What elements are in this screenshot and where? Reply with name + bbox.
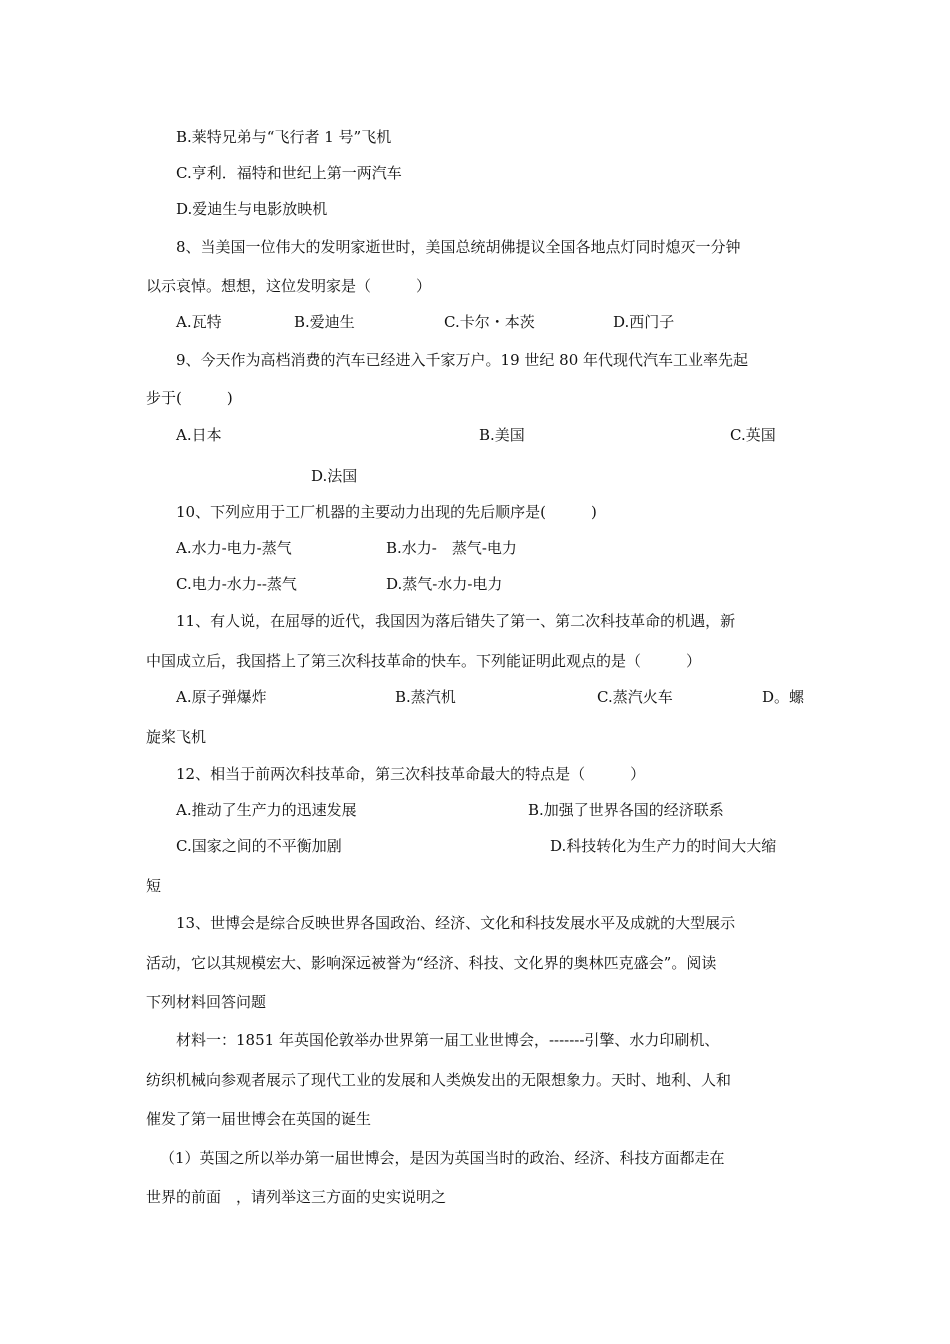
material-paragraph: 催发了第一届世博会在英国的诞生 [146, 1110, 372, 1128]
option-b: B.蒸汽机 [395, 688, 456, 706]
question-13-text: 活动，它以其规模宏大、影响深远被誉为“经济、科技、文化界的奥林匹克盛会”。阅读 [146, 954, 717, 972]
option-c: C.国家之间的不平衡加剧 [176, 837, 342, 855]
option-a: A.日本 [176, 426, 222, 444]
option-b: B.美国 [479, 426, 525, 444]
option-line: D.爱迪生与电影放映机 [176, 200, 328, 218]
option-a: A.推动了生产力的迅速发展 [176, 801, 357, 819]
option-d-continued: 旋桨飞机 [146, 728, 207, 746]
option-d: D。螺 [762, 688, 805, 706]
option-a: A.原子弹爆炸 [176, 688, 267, 706]
material-paragraph: 纺织机械向参观者展示了现代工业的发展和人类焕发出的无限想象力。天时、地利、人和 [146, 1071, 732, 1089]
question-9-text: 步于( ) [146, 389, 233, 407]
question-13-text: 下列材料回答问题 [146, 993, 267, 1011]
question-13-text: 13、世博会是综合反映世界各国政治、经济、文化和科技发展水平及成就的大型展示 [176, 914, 736, 932]
option-d: D.蒸气-水力-电力 [386, 575, 503, 593]
material-paragraph: 材料一：1851 年英国伦敦举办世界第一届工业世博会，-------引擎、水力印刷机、 [176, 1031, 720, 1049]
option-b: B.加强了世界各国的经济联系 [528, 801, 724, 819]
option-a: A.瓦特 [176, 313, 222, 331]
question-10-text: 10、下列应用于工厂机器的主要动力出现的先后顺序是( ) [176, 503, 597, 521]
option-d: D.科技转化为生产力的时间大大缩 [550, 837, 777, 855]
option-c: C.电力-水力--蒸气 [176, 575, 297, 593]
option-c: C.蒸汽火车 [597, 688, 673, 706]
option-line: C.亨利．福特和世纪上第一两汽车 [176, 164, 402, 182]
option-line: B.莱特兄弟与“飞行者 1 号”飞机 [176, 128, 392, 146]
question-8-text: 以示哀悼。想想，这位发明家是（ ） [146, 277, 432, 295]
option-c: C.英国 [730, 426, 776, 444]
sub-question-1: （1）英国之所以举办第一届世博会，是因为英国当时的政治、经济、科技方面都走在 [160, 1149, 725, 1167]
question-8-text: 8、当美国一位伟大的发明家逝世时，美国总统胡佛提议全国各地点灯同时熄灭一分钟 [176, 238, 741, 256]
option-a: A.水力-电力-蒸气 [176, 539, 292, 557]
question-9-text: 9、今天作为高档消费的汽车已经进入千家万户。19 世纪 80 年代现代汽车工业率先起 [176, 351, 749, 369]
sub-question-1: 世界的前面 ，请列举这三方面的史实说明之 [146, 1188, 447, 1206]
question-11-text: 中国成立后，我国搭上了第三次科技革命的快车。下列能证明此观点的是（ ） [146, 652, 702, 670]
option-d: D.法国 [311, 467, 358, 485]
option-d-continued: 短 [146, 877, 162, 895]
question-12-text: 12、相当于前两次科技革命，第三次科技革命最大的特点是（ ） [176, 765, 646, 783]
option-b: B.爱迪生 [294, 313, 355, 331]
question-11-text: 11、有人说，在屈辱的近代，我国因为落后错失了第一、第二次科技革命的机遇，新 [176, 612, 736, 630]
option-b: B.水力- 蒸气-电力 [386, 539, 517, 557]
option-d: D.西门子 [613, 313, 675, 331]
option-c: C.卡尔・本茨 [444, 313, 535, 331]
